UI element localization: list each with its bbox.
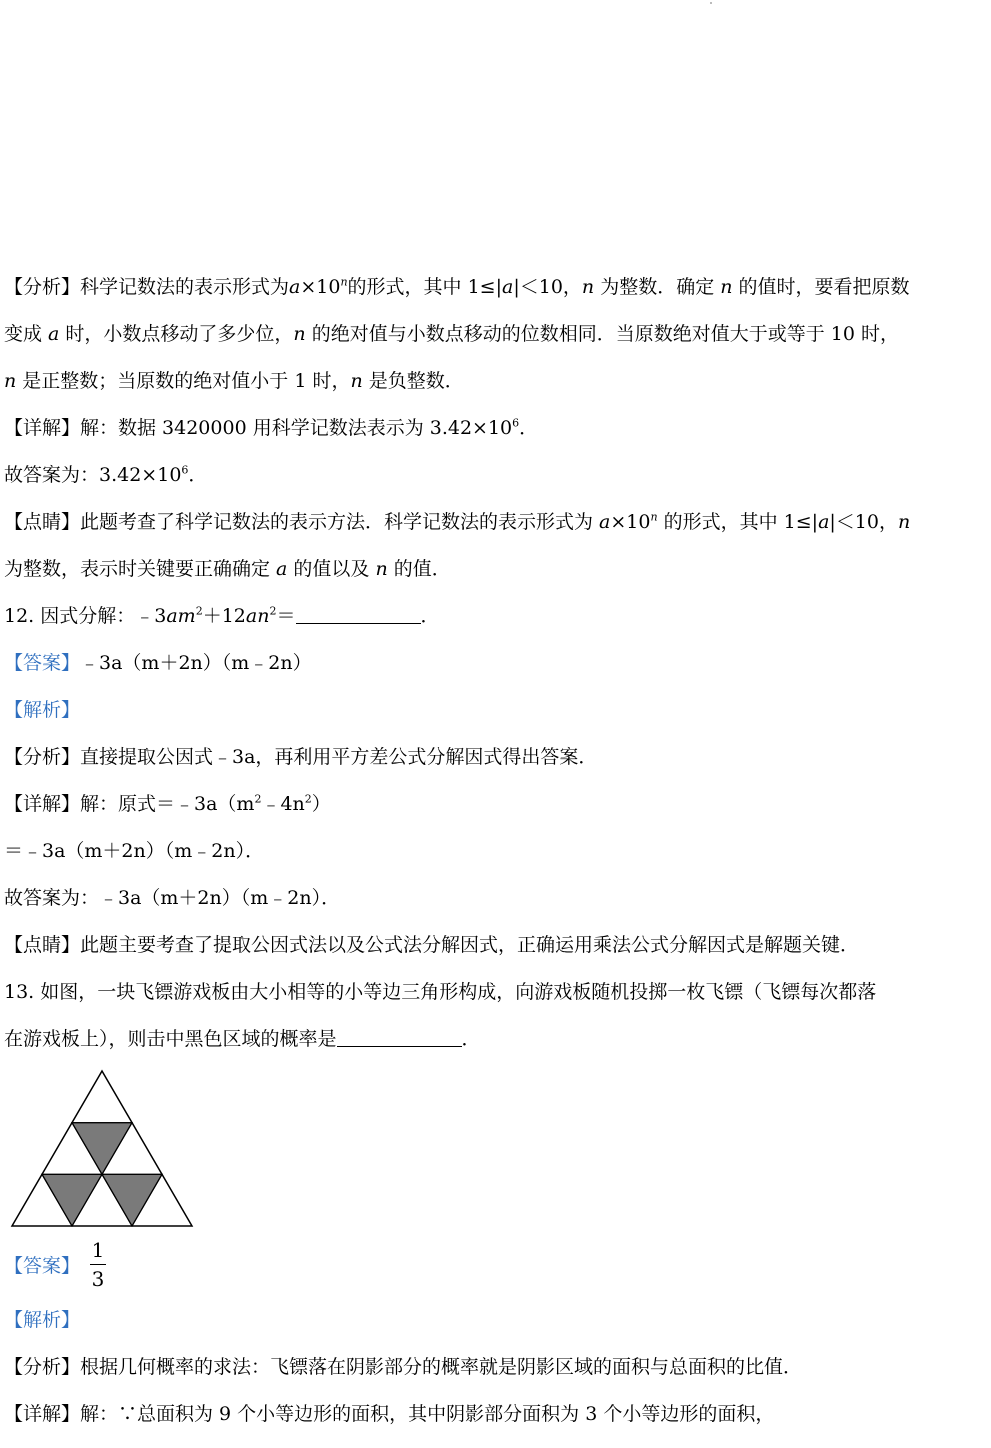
answer-tag: 【答案】 [4,1254,81,1277]
q11-comment-line-2: 为整数，表示时关键要正确确定 a 的值以及 n 的值． [4,558,451,580]
dartboard-figure [4,1067,986,1227]
answer-tag: 【答案】 [4,652,81,674]
q12-comment: 【点睛】此题主要考查了提取公因式法以及公式法分解因式，正确运用乘法公式分解因式是解题关键． [4,934,860,956]
shaded-triangle-top [72,1123,132,1175]
q13-analysis: 【分析】根据几何概率的求法：飞镖落在阴影部分的概率就是阴影区域的面积与总面积的比值． [4,1356,803,1378]
q12-jiexi-tag: 【解析】 [4,699,81,721]
scan-dot [710,2,712,4]
shaded-triangle-right [102,1174,162,1226]
q12-detail: 【详解】解：原式$=﹣3a(m^2﹣4n^2)$ [4,792,331,815]
q13-question-line-1: 13. 如图，一块飞镖游戏板由大小相等的小等边三角形构成，向游戏板随机投掷一枚飞镖（飞镖每次都落 [4,981,877,1003]
answer-blank [337,1024,462,1047]
fraction-bar [90,1264,106,1265]
q13-detail: 【详解】解：∵总面积为 9 个小等边形的面积，其中阴影部分面积为 3 个小等边形的面积， [4,1403,775,1425]
q11-analysis-line-1: 【分析】科学记数法的表示形式为$a\times 10^n$的形式，其中 1≤|a|＜10，n 为整数．确定 n 的值时，要看把原数 [4,275,910,298]
q11-analysis-line-3: n 是正整数；当原数的绝对值小于 1 时，n 是负整数． [4,370,464,392]
q11-answer-line: 故答案为：$3.42\times 10^6$． [4,463,208,486]
q12-analysis: 【分析】直接提取公因式﹣3a，再利用平方差公式分解因式得出答案． [4,746,598,768]
q13-jiexi-tag: 【解析】 [4,1309,81,1331]
document-body [4,268,986,1442]
shaded-triangle-left [42,1174,102,1226]
q11-detail: 【详解】解：数据 3420000 用科学记数法表示为 $3.42\times 10^6$． [4,416,539,439]
q12-step-2: ＝﹣3a（m＋2n）（m﹣2n）． [4,840,265,862]
q13-answer [4,1227,986,1301]
q13-question-line-2: 在游戏板上），则击中黑色区域的概率是 ． [4,1020,986,1067]
q12-question: 12. 因式分解：$﹣3am^2+12an^2=$ ． [4,597,986,644]
q12-answer: 【答案】﹣3a（m＋2n）（m﹣2n） [4,652,312,674]
answer-fraction: $\frac{1}{3}$ [91,1237,105,1291]
q11-analysis-line-2: 变成 a 时，小数点移动了多少位，n 的绝对值与小数点移动的位数相同．当原数绝对值大于或等于 10 时， [4,323,899,345]
answer-blank [296,601,421,624]
q11-comment-line-1: 【点睛】此题考查了科学记数法的表示方法．科学记数法的表示形式为 $a\times 10^n$ 的形式，其中 1≤|a|＜10，n [4,510,911,533]
dartboard-triangle-diagram [8,1067,198,1227]
q12-final-answer: 故答案为：﹣3a（m＋2n）（m﹣2n）． [4,887,341,909]
